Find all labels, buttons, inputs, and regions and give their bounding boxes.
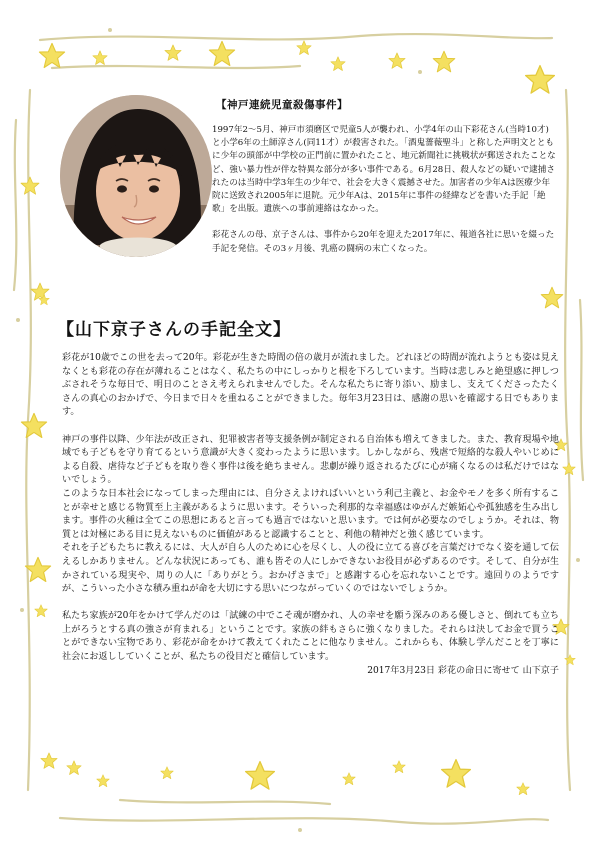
portrait-photo: [60, 95, 212, 257]
incident-paragraph: 彩花さんの母、京子さんは、事件から20年を迎えた2017年に、報道各社に思いを綴った手記を発信。その3ヶ月後、乳癌の闘病の末亡くなった。: [212, 230, 555, 254]
memoir-paragraph: このような日本社会になってしまった理由には、自分さえよければいいという利己主義と、お金やモノを多く所有することが幸せと感じる物質至上主義があるように思います。そういった利那的な幸福感はゆがんだ嫉妬心や孤独感を生み出します。事件の火種は全てこの思想にあると言っても過言ではないと思います。では何が必要なのでしょうか。それは、物質とは対極にある目に見えないものに価値があると認識することと、利他の精神だと強く感じています。: [62, 488, 559, 540]
incident-heading: 【神戸連続児童殺傷事件】: [216, 99, 348, 111]
memoir-title: 【山下京子さんの手記全文】: [57, 320, 291, 340]
memoir-paragraph: 彩花が10歳でこの世を去って20年。彩花が生きた時間の倍の歳月が流れました。どれほどの時間が流れようとも姿は見えなくとも彩花の存在が薄れることはなく、私たちの中にしっかりと根を下ろしています。当時は悲しみと絶望感に押しつぶされそうな毎日で、明日のことさえ考えられませんでした。そんな私たちに寄り添い、励まし、支えてくださったたくさんの真心のおかげで、今日まで日々を重ねることができました。毎年3月23日は、感謝の思いを確認する日でもあります。: [62, 353, 559, 418]
memoir-paragraph: 神戸の事件以降、少年法が改正され、犯罪被害者等支援条例が制定される自治体も増えてきました。また、教育現場や地域でも子どもを守り育てるという意識が大きく変わったように思います。しかしながら、残虐で短絡的な殺人やいじめによる自殺、虐待など子どもを取り巻く事件は後を絶ちません。悲劇が繰り返されるたびに心が痛くなるのは私だけではないでしょう。: [62, 434, 559, 486]
memoir-paragraph: それを子どもたちに教えるには、大人が自ら人のために心を尽くし、人の役に立てる喜びを言葉だけでなく姿を通して伝えるしかありません。どんな状況にあっても、誰も皆その人にしかできないお役目が必ずあるのです。そして、自分が生かされている現実や、周りの人に「ありがとう。おかげさまで」と感謝する心を忘れないことです。遠回りのようですが、こういった小さな積み重ねが命を大切にする思いにつながっていくのではないでしょうか。: [62, 543, 559, 595]
memoir-paragraph: 私たち家族が20年をかけて学んだのは「試練の中でこそ魂が磨かれ、人の幸せを願う深みのある優しさと、倒れても立ち上がろうとする真の強さが育まれる」ということです。家族の絆もさらに強くなりました。それらは決してお金で買うことができない宝物であり、彩花が命をかけて教えてくれたことに他なりません。これからも、体験し学んだことを丁寧に社会にお返ししていくことが、私たちの役目だと確信しています。: [62, 611, 559, 663]
memoir-body: [62, 352, 559, 678]
incident-paragraph: 1997年2～5月、神戸市須磨区で児童5人が襲われ、小学4年の山下彩花さん(当時10才)と小学6年の土師淳さん(同11才）が殺害された。「酒鬼薔薇聖斗」と称した声明文とともに少年の頭部が中学校の正門前に置かれたこと、地元新聞社に挑戦状が郵送されたことなど、強い暴力性が伴な特異な部分が多い事件である。6月28日、殺人などの疑いで逮捕されたのは当時中学3年生の少年で、社会を大きく震撼させた。加害者の少年Aは医療少年院に送致され2005年に退院。元少年Aは、2015年に事件の経緯などを書いた手記「絶歌」を出版。遺族への事前連絡はなかった。: [212, 125, 556, 215]
incident-summary: [212, 97, 557, 256]
signature: 2017年3月23日 彩花の命日に寄せて 山下京子: [367, 665, 559, 676]
